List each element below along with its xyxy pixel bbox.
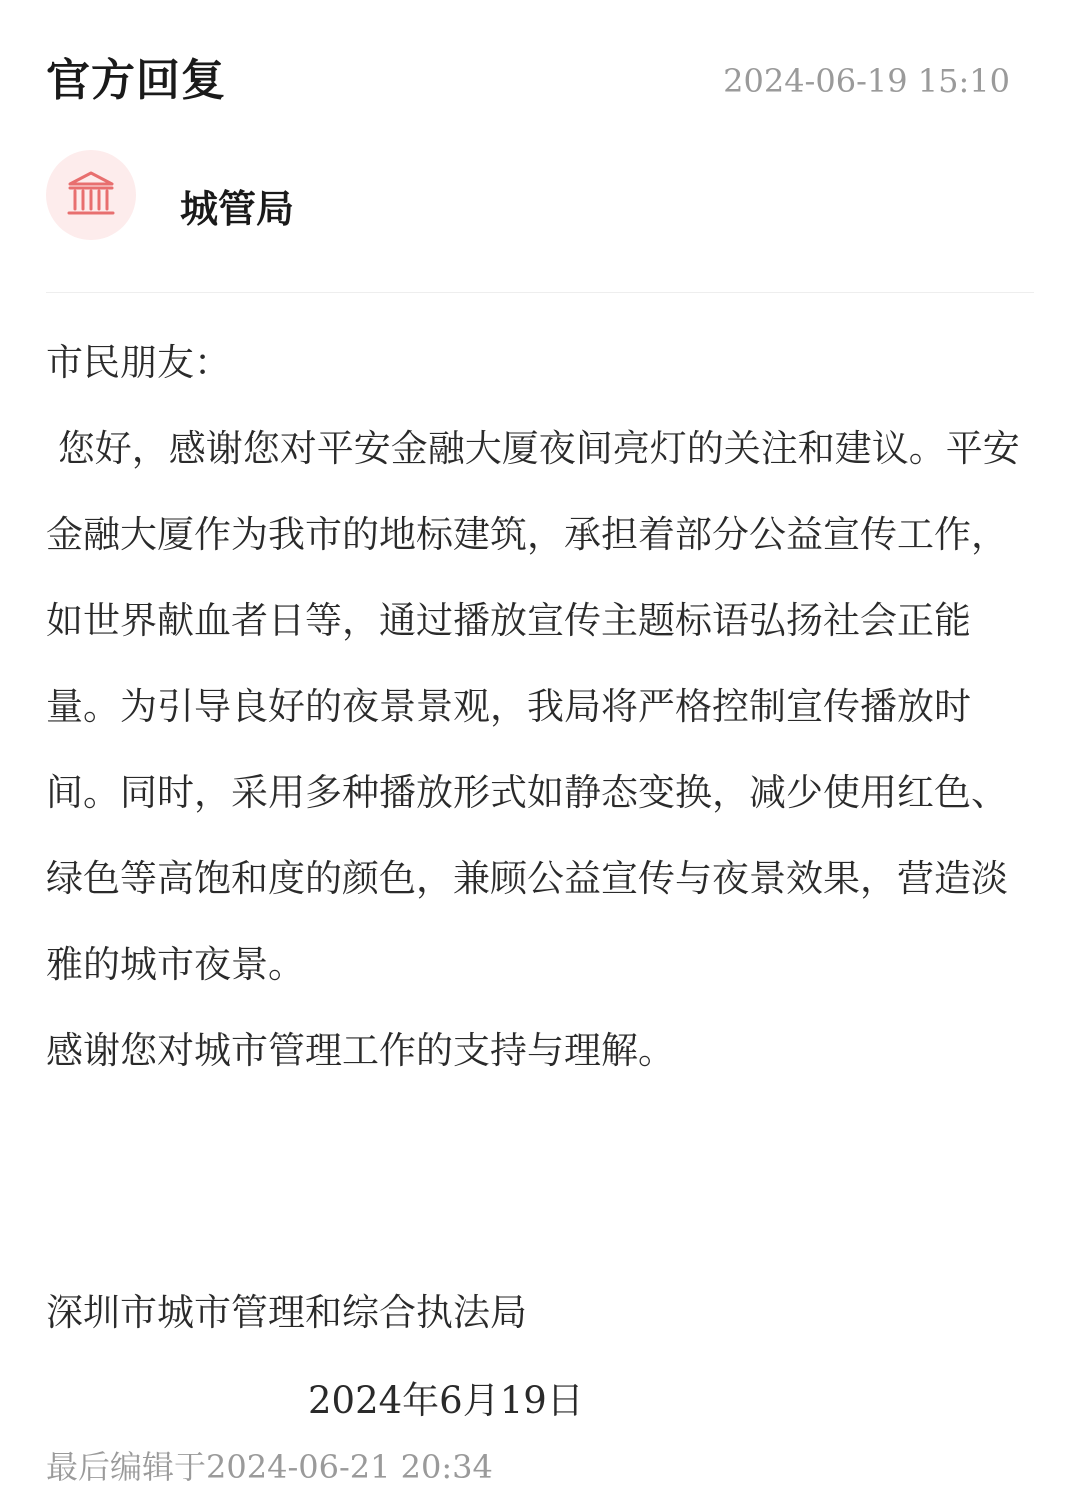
divider: [46, 292, 1034, 293]
reply-header: [46, 40, 1010, 110]
avatar[interactable]: [46, 150, 136, 240]
org-info[interactable]: [46, 150, 646, 242]
reply-greeting: 市民朋友：: [46, 341, 231, 384]
institution-icon: [64, 168, 118, 222]
reply-content: [46, 320, 1031, 1094]
reply-timestamp: 2024-06-19 15:10: [723, 62, 1010, 100]
page-title: 官方回复: [46, 55, 226, 106]
signature-date: 2024年6月19日: [308, 1379, 584, 1422]
reply-paragraph: 您好，感谢您对平安金融大厦夜间亮灯的关注和建议。平安金融大厦作为我市的地标建筑，承担着部分公益宣传工作，如世界献血者日等，通过播放宣传主题标语弘扬社会正能量。为引导良好的夜景景观，我局将严格控制宣传播放时间。同时，采用多种播放形式如静态变换，减少使用红色、绿色等高饱和度的颜色，兼顾公益宣传与夜景效果，营造淡雅的城市夜景。: [46, 427, 1020, 986]
last-edited-label: 最后编辑于2024-06-21 20:34: [46, 1448, 493, 1486]
org-name[interactable]: 城管局: [180, 187, 295, 231]
signature-organization: 深圳市城市管理和综合执法局: [46, 1291, 527, 1334]
reply-closing: 感谢您对城市管理工作的支持与理解。: [46, 1029, 675, 1072]
